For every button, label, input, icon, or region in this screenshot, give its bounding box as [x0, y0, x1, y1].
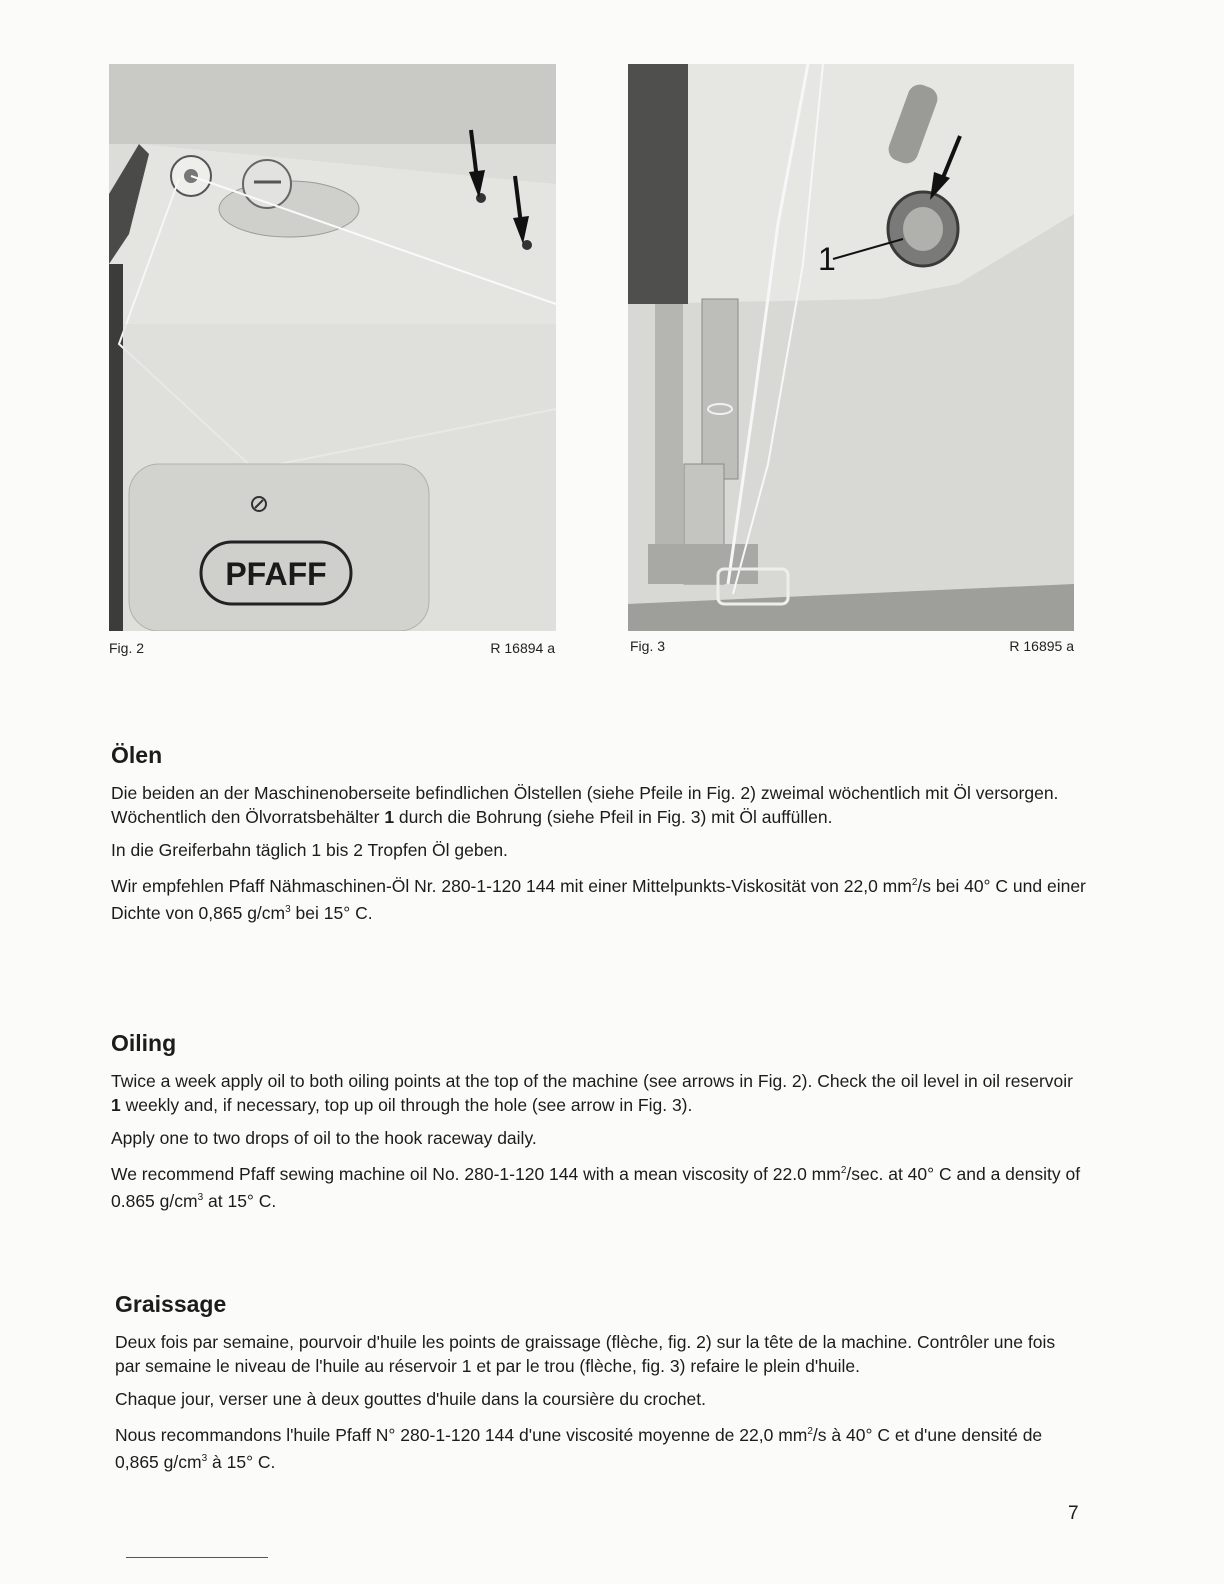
figure-2-reference-code: R 16894 a — [490, 640, 555, 656]
footer-divider — [126, 1557, 268, 1558]
figure-2-photo — [109, 64, 556, 631]
figure-3-label: Fig. 3 — [630, 638, 666, 654]
section-german-oiling — [111, 742, 1086, 934]
figure-3-photo — [628, 64, 1074, 631]
pfaff-logo: PFAFF — [225, 556, 327, 592]
page-number: 7 — [1068, 1503, 1079, 1524]
english-paragraph-2: Apply one to two drops of oil to the hook raceway daily. — [111, 1128, 537, 1148]
section-heading-german: Ölen — [111, 742, 163, 768]
section-english-oiling — [111, 1030, 1086, 1222]
section-heading-english: Oiling — [111, 1030, 177, 1056]
sewing-machine-head-illustration — [628, 64, 1074, 631]
german-paragraph-3: Wir empfehlen Pfaff Nähmaschinen-Öl Nr. 280-1-120 144 mit einer Mittelpunkts-Viskosität von 22,0 $mm^2/s$ bei 40° C und einer Dichte von 0,865 $g/cm^3$ bei 15° C. — [111, 876, 1086, 923]
figure-3 — [628, 64, 1074, 664]
english-paragraph-1: Twice a week apply oil to both oiling points at the top of the machine (see arrows in Fig. 2). Check the oil level in oil reservoir 1 weekly and, if necessary, top up oil through the hole (see arrow in Fig. 3). — [111, 1071, 1074, 1115]
german-paragraph-1: Die beiden an der Maschinenoberseite befindlichen Ölstellen (siehe Pfeile in Fig. 2) zweimal wöchentlich mit Öl versorgen. Wöchentlich den Ölvorratsbehälter 1 durch die Bohrung (siehe Pfeil in Fig. 3) mit Öl auffüllen. — [111, 783, 1059, 827]
section-french-graissage — [115, 1291, 1085, 1483]
english-paragraph-3: We recommend Pfaff sewing machine oil No. 280-1-120 144 with a mean viscosity of 22.0 $mm^2/\sec$. at 40° C and a density of 0.865 $g/cm^3$ at 15° C. — [111, 1164, 1081, 1211]
french-paragraph-1: Deux fois par semaine, pourvoir d'huile les points de graissage (flèche, fig. 2) sur la tête de la machine. Contrôler une fois par semaine le niveau de l'huile au réservoir 1 et par le trou (flèche, fig. 3) refaire le plein d'huile. — [115, 1332, 1056, 1376]
french-paragraph-3: Nous recommandons l'huile Pfaff N° 280-1-120 144 d'une viscosité moyenne de 22,0 $mm^2/s$ à 40° C et d'une densité de 0,865 $g/cm^3$ à 15° C. — [115, 1425, 1043, 1472]
figure-3-reference-code: R 16895 a — [1009, 638, 1074, 654]
figure-2 — [109, 64, 556, 664]
sewing-machine-top-illustration — [109, 64, 556, 631]
reservoir-callout-label: 1 — [818, 241, 836, 277]
section-heading-french: Graissage — [115, 1291, 227, 1317]
german-paragraph-2: In die Greiferbahn täglich 1 bis 2 Tropfen Öl geben. — [111, 840, 508, 860]
figure-2-label: Fig. 2 — [109, 640, 145, 656]
french-paragraph-2: Chaque jour, verser une à deux gouttes d'huile dans la coursière du crochet. — [115, 1389, 706, 1409]
